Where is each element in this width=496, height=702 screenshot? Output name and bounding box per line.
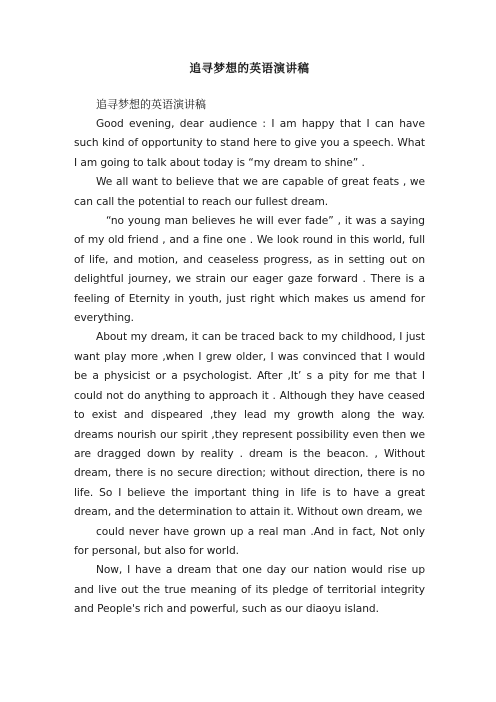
document-subtitle: 追寻梦想的英语演讲稿 — [96, 98, 206, 111]
paragraph-nation: Now, I have a dream that one day our nation would rise up and live out the true meaning of its pledge of territorial integrity and People's rich and powerful, such as our diaoyu island. — [74, 564, 425, 616]
paragraph-my-dream: About my dream, it can be traced back to my childhood, I just want play more ,when I grew older, I was convinced that I would be a physicist or a psychologist. After ,It’ s a pity for me that I could not do anything to approach it . Although they have ceased to exist and dispeared ,they lead my growth along the way. dreams nourish our spirit ,they represent possibility even then we are dragged down by reality . dream is the beacon. , Without dream, there is no secure direction; without direction, there is no life. So I believe the important thing in life is to have a great dream, and the determination to attain it. Without own dream, we — [74, 331, 425, 519]
paragraph-greeting: Good evening, dear audience : I am happy that I can have such kind of opportunity to stand here to give you a speech. What I am going to talk about today is “my dream to shine” . — [74, 118, 425, 169]
paragraph-grown-up: could never have grown up a real man .And in fact, Not only for personal, but also for world. — [74, 525, 425, 557]
document-title: 追寻梦想的英语演讲稿 — [189, 61, 310, 75]
paragraph-quote: “no young man believes he will ever fade” , it was a saying of my old friend , and a fine one . We look round in this world, full of life, and motion, and ceaseless progress, as in setting out on delightful journey, we strain our eager gaze forward . There is a feeling of Eternity in youth, just right which makes us amend for everything. — [74, 215, 425, 325]
paragraph-capable: We all want to believe that we are capable of great feats , we can call the potential to reach our fullest dream. — [74, 176, 425, 208]
